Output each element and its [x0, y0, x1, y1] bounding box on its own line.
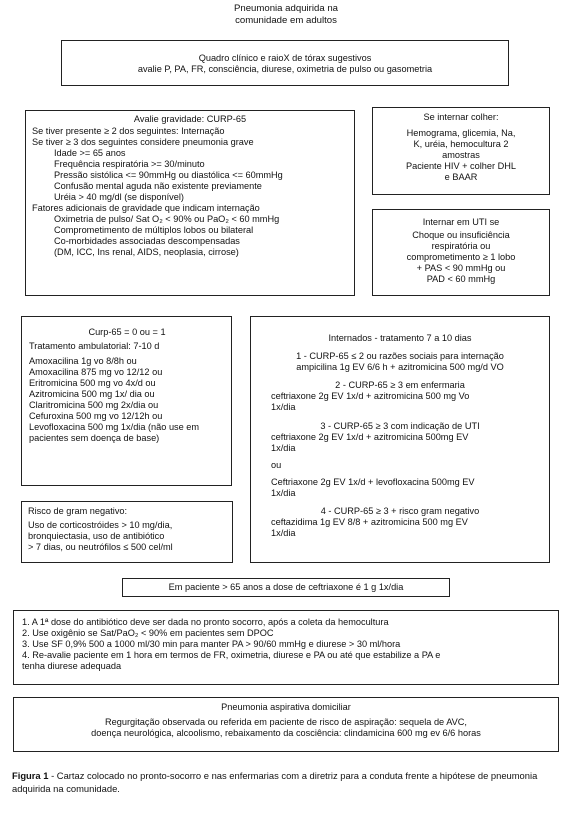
regimen-line: ampicilina 1g EV 6/6 h + azitromicina 500 mg/d VO [296, 362, 504, 372]
clinical-line: Quadro clínico e raioX de tórax sugestivos [198, 53, 372, 63]
gram-line: > 7 dias, ou neutrófilos ≤ 500 cel/ml [28, 542, 173, 552]
criterion-item: Uréia > 40 mg/dl (se disponível) [54, 192, 184, 202]
icu-line: respiratória ou [431, 241, 491, 251]
inpatient-regimen-2 [257, 380, 543, 413]
regimen-line: ceftriaxone 2g EV 1x/d + azitromicina 500 mg Vo [271, 391, 470, 401]
severity-rule: Se tiver ≥ 3 dos seguintes considere pneumonia grave [32, 137, 254, 147]
severity-rule: Se tiver presente ≥ 2 dos seguintes: Internação [32, 126, 225, 136]
figure-caption [12, 769, 560, 795]
elderly-dose-box [122, 578, 450, 597]
labs-line: K, uréia, hemocultura 2 [413, 139, 509, 149]
regimen-line: 4 - CURP-65 ≥ 3 + risco gram negativo [320, 506, 480, 516]
outpatient-subheading: Tratamento ambulatorial: 7-10 d [29, 341, 160, 351]
note-item: 2. Use oxigênio se Sat/PaO₂ < 90% em pacientes sem DPOC [22, 628, 274, 638]
labs-line: e BAAR [444, 172, 478, 182]
aspiration-line: Regurgitação observada ou referida em paciente de risco de aspiração: sequela de AVC, [105, 717, 467, 727]
inpatient-regimen-3 [257, 421, 543, 454]
additional-factor-item: Oximetria de pulso/ Sat O₂ < 90% ou PaO₂ < 60 mmHg [54, 214, 280, 224]
additional-factors-heading: Fatores adicionais de gravidade que indicam internação [32, 203, 260, 213]
additional-factor-item: (DM, ICC, Ins renal, AIDS, neoplasia, cirrose) [54, 247, 239, 257]
title-line: Pneumonia adquirida na [233, 3, 338, 14]
regimen-line: Ceftriaxone 2g EV 1x/d + levofloxacina 500mg EV [271, 477, 475, 487]
gram-line: bronquiectasia, uso de antibiótico [28, 531, 165, 541]
inpatient-regimen-3b [257, 477, 543, 499]
elderly-dose-text: Em paciente > 65 anos a dose de ceftriaxone é 1 g 1x/dia [168, 582, 404, 592]
criterion-item: Confusão mental aguda não existente previamente [54, 181, 262, 191]
gram-negative-risk-box [21, 501, 233, 563]
note-item: 1. A 1ª dose do antibiótico deve ser dada no pronto socorro, após a coleta da hemocultura [22, 617, 389, 627]
regimen-line: 1x/dia [271, 402, 296, 412]
gram-line: Uso de corticostróides > 10 mg/dia, [28, 520, 173, 530]
additional-factor-item: Co-morbidades associadas descompensadas [54, 236, 240, 246]
regimen-or: ou [271, 460, 282, 470]
figure-caption-text: - Cartaz colocado no pronto-socorro e nas enfermarias com a diretriz para a conduta frente a hipótese de pneumonia adquirida na comunidade. [12, 770, 538, 794]
icu-line: comprometimento ≥ 1 lobo [406, 252, 516, 262]
severity-curp65-box [25, 110, 355, 296]
regimen-line: ceftazidima 1g EV 8/8 + azitromicina 500 mg EV [271, 517, 468, 527]
outpatient-regimen: Amoxacilina 875 mg vo 12/12 ou [29, 367, 163, 377]
note-item: 3. Use SF 0,9% 500 a 1000 ml/30 min para manter PA > 90/60 mmHg e diurese > 30 ml/hora [22, 639, 401, 649]
inpatient-treatment-box [250, 316, 550, 563]
regimen-line: 1x/dia [271, 528, 296, 538]
aspiration-pneumonia-box [13, 697, 559, 752]
outpatient-regimen: Cefuroxina 500 mg vo 12/12h ou [29, 411, 163, 421]
outpatient-regimen: Levofloxacina 500 mg 1x/dia (não use em [29, 422, 200, 432]
icu-line: + PAS < 90 mmHg ou [416, 263, 506, 273]
icu-line: PAD < 60 mmHg [426, 274, 496, 284]
labs-line: Hemograma, glicemia, Na, [406, 128, 516, 138]
icu-admission-box [372, 209, 550, 296]
criterion-item: Pressão sistólica <= 90mmHg ou diastólica <= 60mmHg [54, 170, 283, 180]
admission-labs-box [372, 107, 550, 195]
outpatient-heading: Curp-65 = 0 ou = 1 [88, 327, 166, 337]
title-line: comunidade em adultos [235, 14, 337, 26]
figure-label: Figura 1 [12, 770, 49, 781]
labs-line: Paciente HIV + colher DHL [405, 161, 517, 171]
note-item: tenha diurese adequada [22, 661, 122, 671]
inpatient-heading: Internados - tratamento 7 a 10 dias [328, 333, 472, 343]
regimen-line: 1 - CURP-65 ≤ 2 ou razões sociais para internação [296, 351, 504, 361]
regimen-line: 2 - CURP-65 ≥ 3 em enfermaria [335, 380, 465, 390]
inpatient-regimen-1 [257, 351, 543, 373]
labs-line: amostras [442, 150, 480, 160]
outpatient-regimen: pacientes sem doença de base) [29, 433, 160, 443]
outpatient-regimen: Claritromicina 500 mg 2x/dia ou [29, 400, 159, 410]
poster-title [0, 3, 572, 26]
outpatient-regimen: Eritromicina 500 mg vo 4x/d ou [29, 378, 156, 388]
aspiration-heading: Pneumonia aspirativa domiciliar [221, 702, 351, 712]
outpatient-regimen: Azitromicina 500 mg 1x/ dia ou [29, 389, 155, 399]
severity-heading: Avalie gravidade: CURP-65 [133, 114, 247, 124]
icu-line: Choque ou insuficiência [412, 230, 510, 240]
inpatient-regimen-4 [257, 506, 543, 539]
aspiration-line: doença neurológica, alcoolismo, rebaixamento da cosciência: clindamicina 600 mg ev 6/6 horas [91, 728, 481, 738]
gram-line: Risco de gram negativo: [28, 506, 128, 516]
general-notes-box [13, 610, 559, 685]
criterion-item: Idade >= 65 anos [54, 148, 126, 158]
additional-factor-item: Comprometimento de múltiplos lobos ou bilateral [54, 225, 254, 235]
note-item: 4. Re-avalie paciente em 1 hora em termos de FR, oximetria, diurese e PA ou até que estabilize a PA e [22, 650, 441, 660]
icu-line: Internar em UTI se [422, 217, 500, 227]
regimen-line: ceftriaxone 2g EV 1x/d + azitromicina 500mg EV [271, 432, 469, 442]
outpatient-treatment-box [21, 316, 232, 486]
regimen-line: 1x/dia [271, 443, 296, 453]
regimen-line: 1x/dia [271, 488, 296, 498]
regimen-line: 3 - CURP-65 ≥ 3 com indicação de UTI [320, 421, 480, 431]
clinical-line: avalie P, PA, FR, consciência, diurese, oximetria de pulso ou gasometria [137, 64, 433, 74]
clinical-assessment-box [61, 40, 509, 86]
criterion-item: Frequência respiratória >= 30/minuto [54, 159, 205, 169]
outpatient-regimen: Amoxacilina 1g vo 8/8h ou [29, 356, 137, 366]
labs-line: Se internar colher: [423, 112, 499, 122]
